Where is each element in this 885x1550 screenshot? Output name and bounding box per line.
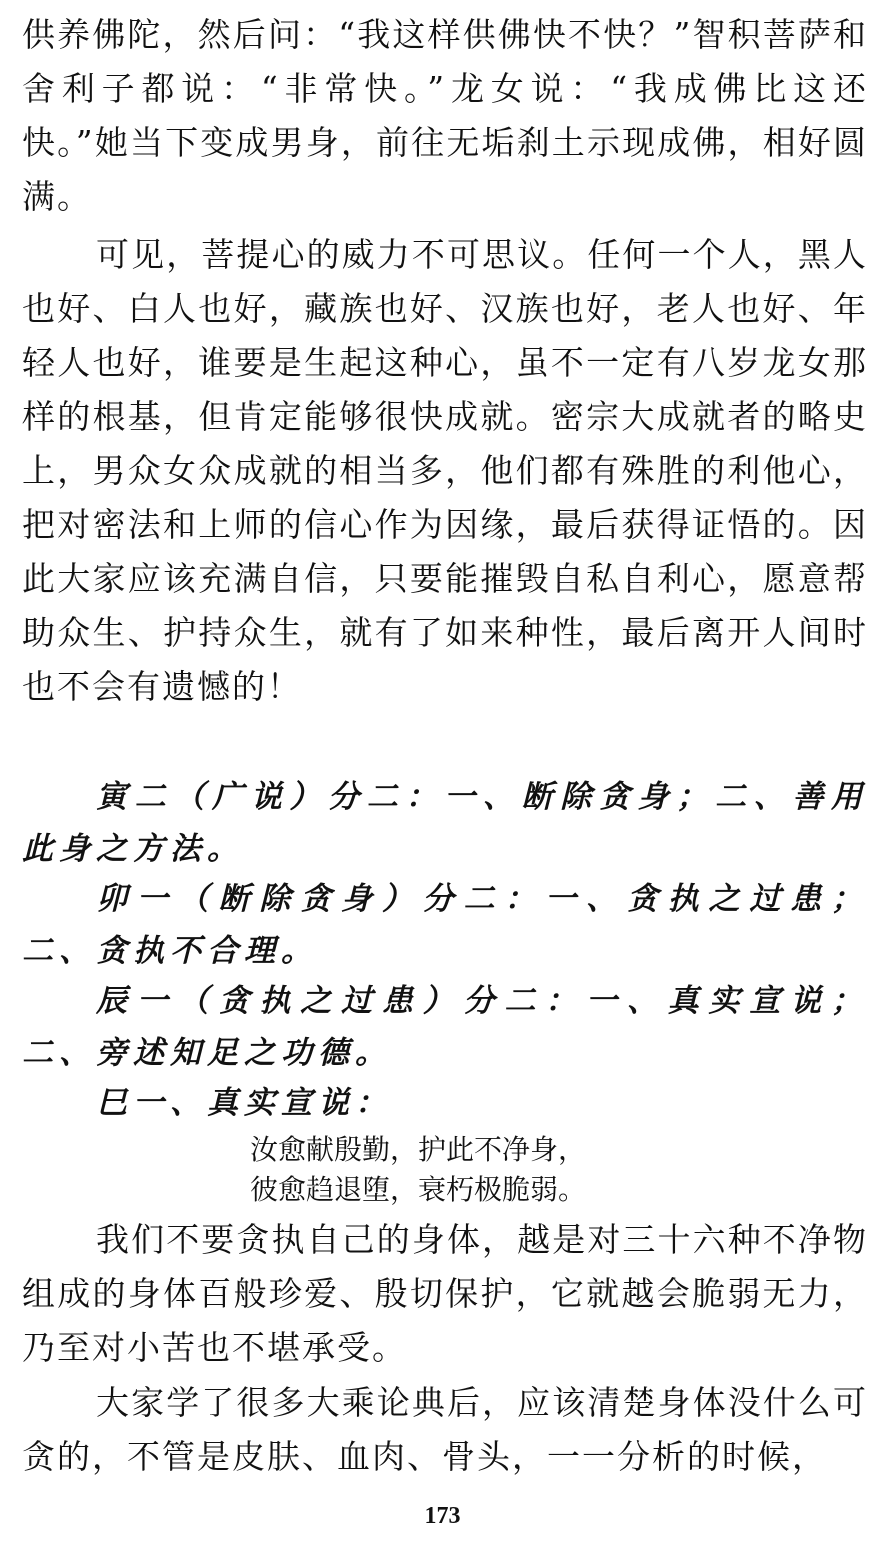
page-number: 173 [424,1503,461,1529]
commentary-paragraph-1: 我们不要贪执自己的身体，越是对三十六种不净物组成的身体百般珍爱、殷切保护，它就越会脆弱无力，乃至对小苦也不堪承受。 [22,1220,868,1367]
verse-line-2: 彼愈趋退堕，衰朽极脆弱。 [250,1173,587,1206]
section-heading-mao1: 卯一（断除贪身）分二：一、贪执之过患；二、贪执不合理。 [22,881,868,969]
verse-line-1: 汝愈献殷勤，护此不净身， [250,1133,587,1166]
section-heading-chen1: 辰一（贪执之过患）分二：一、真实宣说；二、旁述知足之功德。 [22,983,868,1071]
paragraph-bodhicitta: 可见，菩提心的威力不可思议。任何一个人，黑人也好、白人也好，藏族也好、汉族也好，老人也好、年轻人也好，谁要是生起这种心，虽不一定有八岁龙女那样的根基，但肯定能够很快成就。密宗大成就者的略史上，男众女众成就的相当多，他们都有殊胜的利他心，把对密法和上师的信心作为因缘，最后获得证悟的。因此大家应该充满自信，只要能摧毁自私自利心，愿意帮助众生、护持众生，就有了如来种性，最后离开人间时也不会有遗憾的！ [22,235,868,706]
section-heading-yin2: 寅二（广说）分二：一、断除贪身；二、善用此身之方法。 [22,779,868,867]
commentary-paragraph-2: 大家学了很多大乘论典后，应该清楚身体没什么可贪的，不管是皮肤、血肉、骨头，一一分析的时候， [22,1383,868,1476]
paragraph-continued: 供养佛陀，然后问：“我这样供佛快不快？”智积菩萨和舍利子都说：“非常快。”龙女说：“我成佛比这还快。”她当下变成男身，前往无垢刹土示现成佛，相好圆满。 [22,15,868,216]
section-heading-si1: 巳一、真实宣说： [96,1085,392,1121]
